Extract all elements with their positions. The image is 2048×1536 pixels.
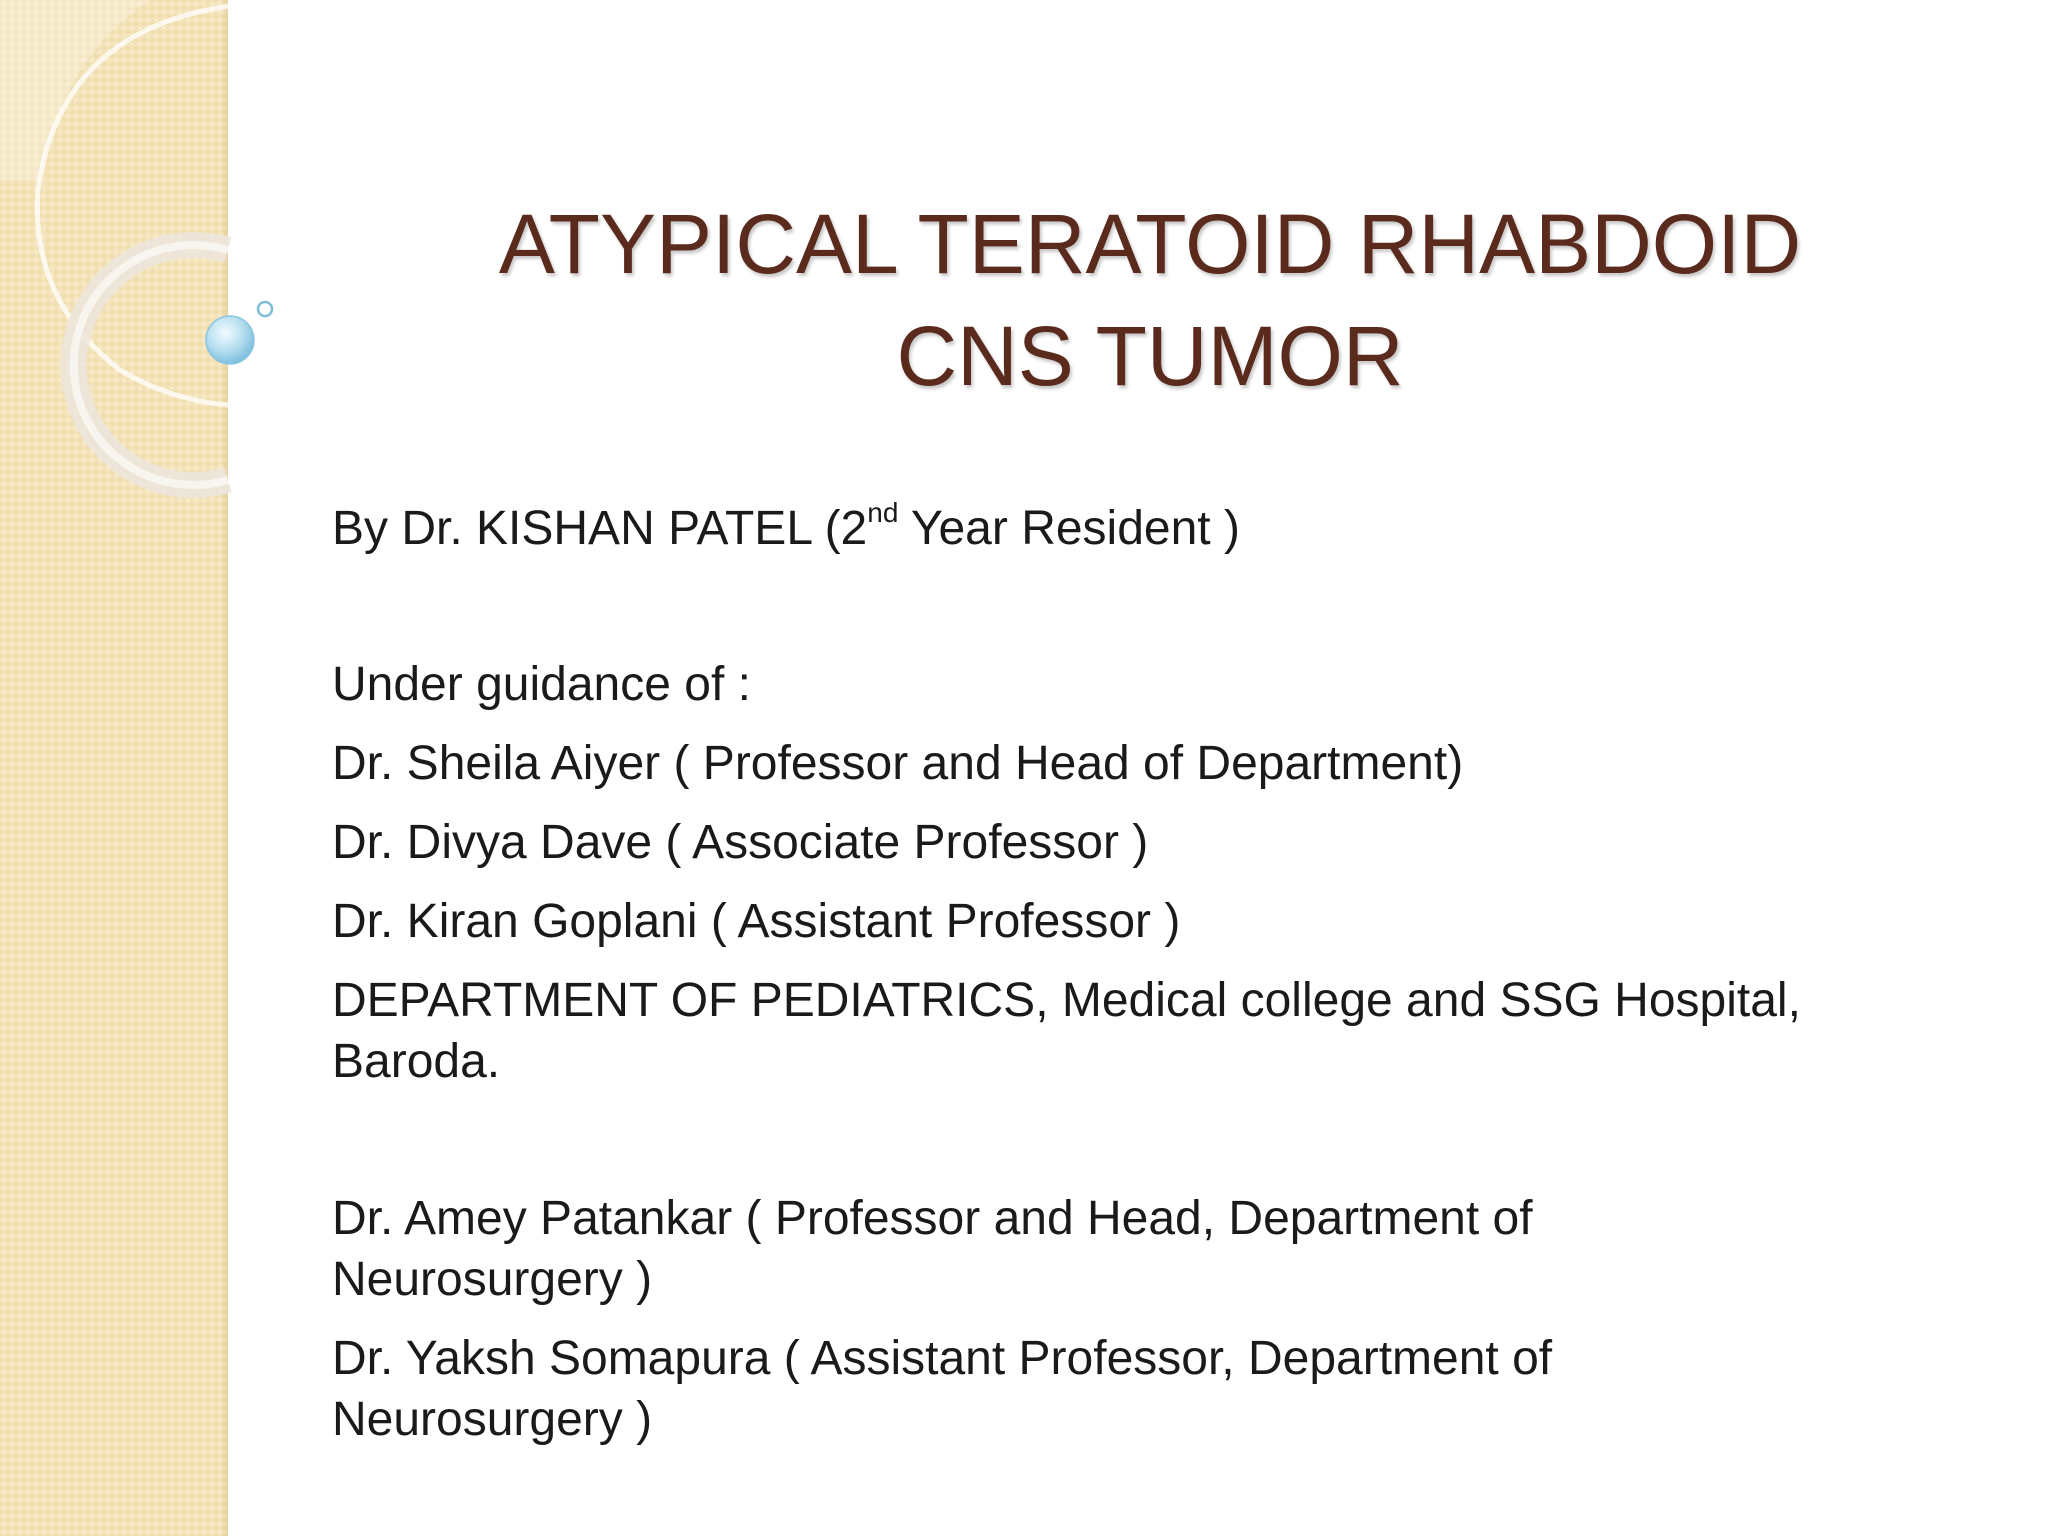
guide-item: Dr. Sheila Aiyer ( Professor and Head of Department) [332,737,1464,790]
guidance-heading: Under guidance of : [332,658,751,711]
guide-item: Dr. Kiran Goplani ( Assistant Professor ) [332,895,1181,948]
author-superscript: nd [867,497,899,528]
author-line [332,498,1240,559]
decorative-bubble [206,316,254,364]
neuro-guide-line-2: Neurosurgery ) [332,1393,653,1446]
decorative-small-bubble [258,302,272,316]
department-line-2: Baroda. [332,1035,501,1088]
slide-title [400,188,1900,412]
title-line-1: ATYPICAL TERATOID RHABDOID [498,197,1802,291]
neuro-guide-line-1: Dr. Yaksh Somapura ( Assistant Professor, Department of [332,1332,1553,1385]
author-prefix: By Dr. KISHAN PATEL (2 [332,502,868,555]
decorative-rings-graphic [0,0,330,520]
neuro-guide-line-2: Neurosurgery ) [332,1253,653,1306]
title-line-2: CNS TUMOR [896,309,1404,403]
department-line-1: DEPARTMENT OF PEDIATRICS, Medical college and SSG Hospital, [332,974,1801,1027]
neuro-guide-line-1: Dr. Amey Patankar ( Professor and Head, Department of [332,1192,1533,1245]
guide-item: Dr. Divya Dave ( Associate Professor ) [332,816,1149,869]
author-suffix: Year Resident ) [898,502,1240,555]
decorative-thick-ring [74,245,228,485]
